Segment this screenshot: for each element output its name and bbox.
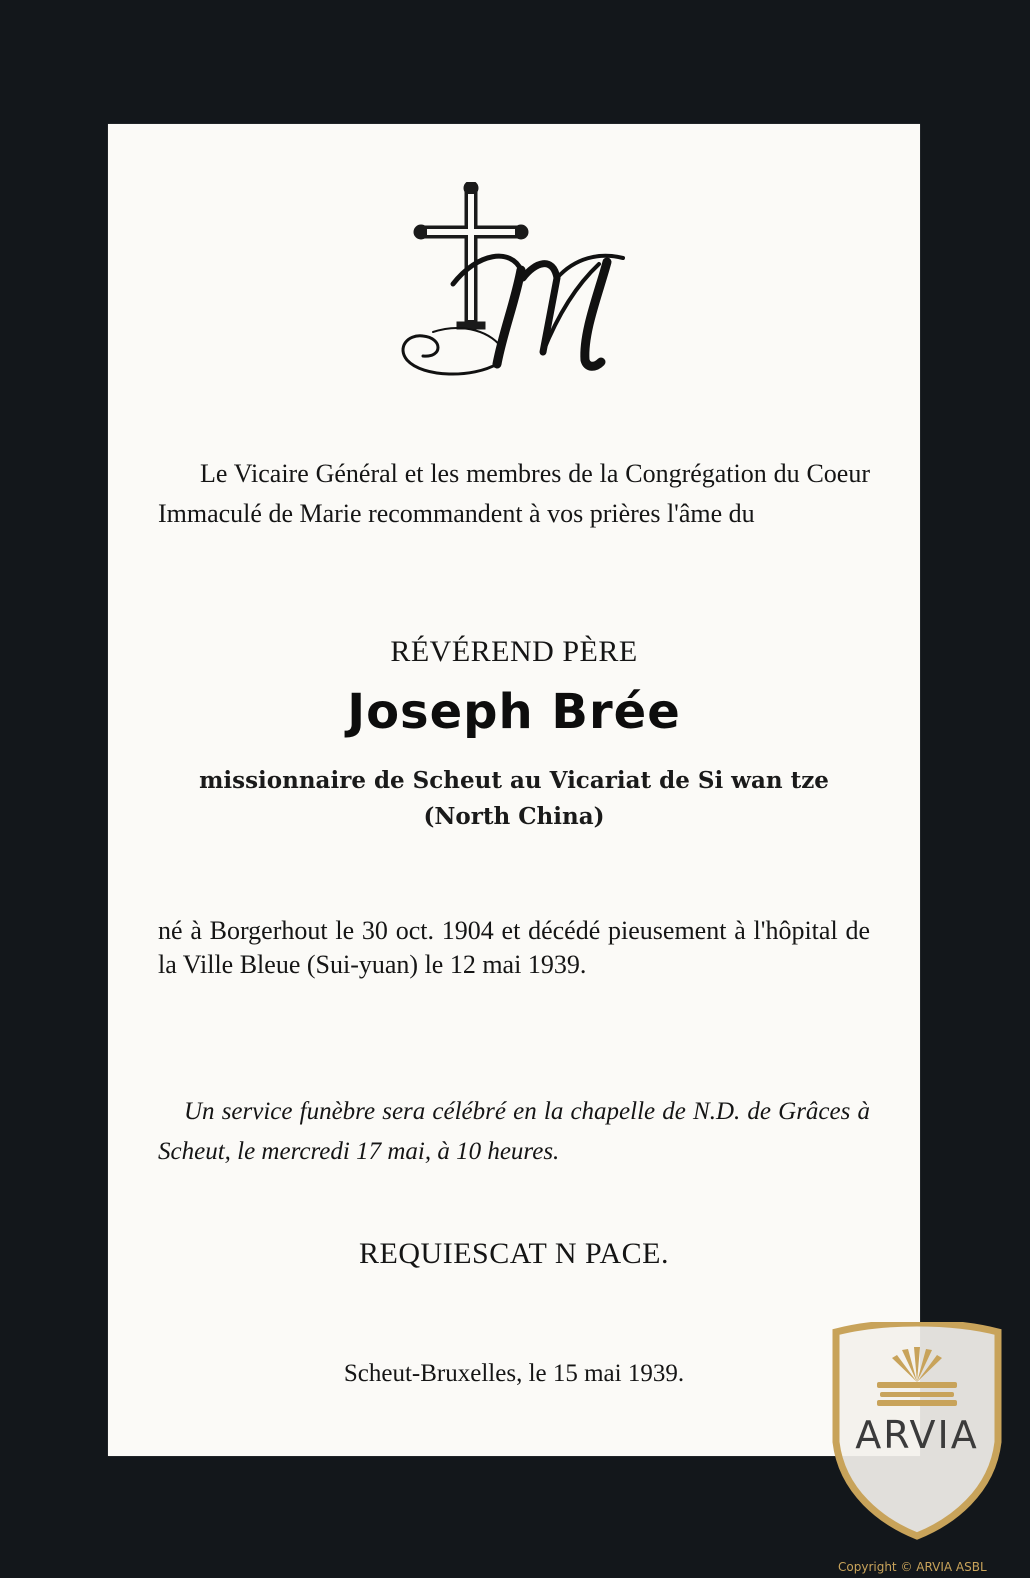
intro-paragraph <box>158 454 870 534</box>
birth-death-paragraph: né à Borgerhout le 30 oct. 1904 et décédé pieusement à l'hôpital de la Ville Bleue (Sui-yuan) le 12 mai 1939. <box>158 916 870 979</box>
copyright-notice: Copyright © ARVIA ASBL <box>838 1560 987 1574</box>
region-line: (North China) <box>423 803 605 830</box>
requiescat-line: REQUIESCAT N PACE. <box>359 1237 669 1270</box>
cross-monogram-M-icon <box>393 182 633 382</box>
memorial-card <box>108 124 920 1456</box>
service-text: Un service funèbre sera célébré en la chapelle de N.D. de Grâces à Scheut, le mercredi 17 mai, à 10 heures. <box>158 1098 870 1165</box>
badge-text: ARVIA <box>855 1413 979 1457</box>
intro-text: Le Vicaire Général et les membres de la Congrégation du Coeur Immaculé de Marie recommandent à vos prières l'âme du <box>158 459 870 528</box>
funeral-service-paragraph <box>158 1092 870 1172</box>
arvia-shield-watermark <box>822 1322 1012 1540</box>
mission-line: missionnaire de Scheut au Vicariat de Si wan tze <box>199 767 829 794</box>
place-date-line: Scheut-Bruxelles, le 15 mai 1939. <box>343 1360 685 1387</box>
title-reverend-pere: RÉVÉREND PÈRE <box>390 635 638 668</box>
deceased-name: Joseph Brée <box>347 684 681 740</box>
